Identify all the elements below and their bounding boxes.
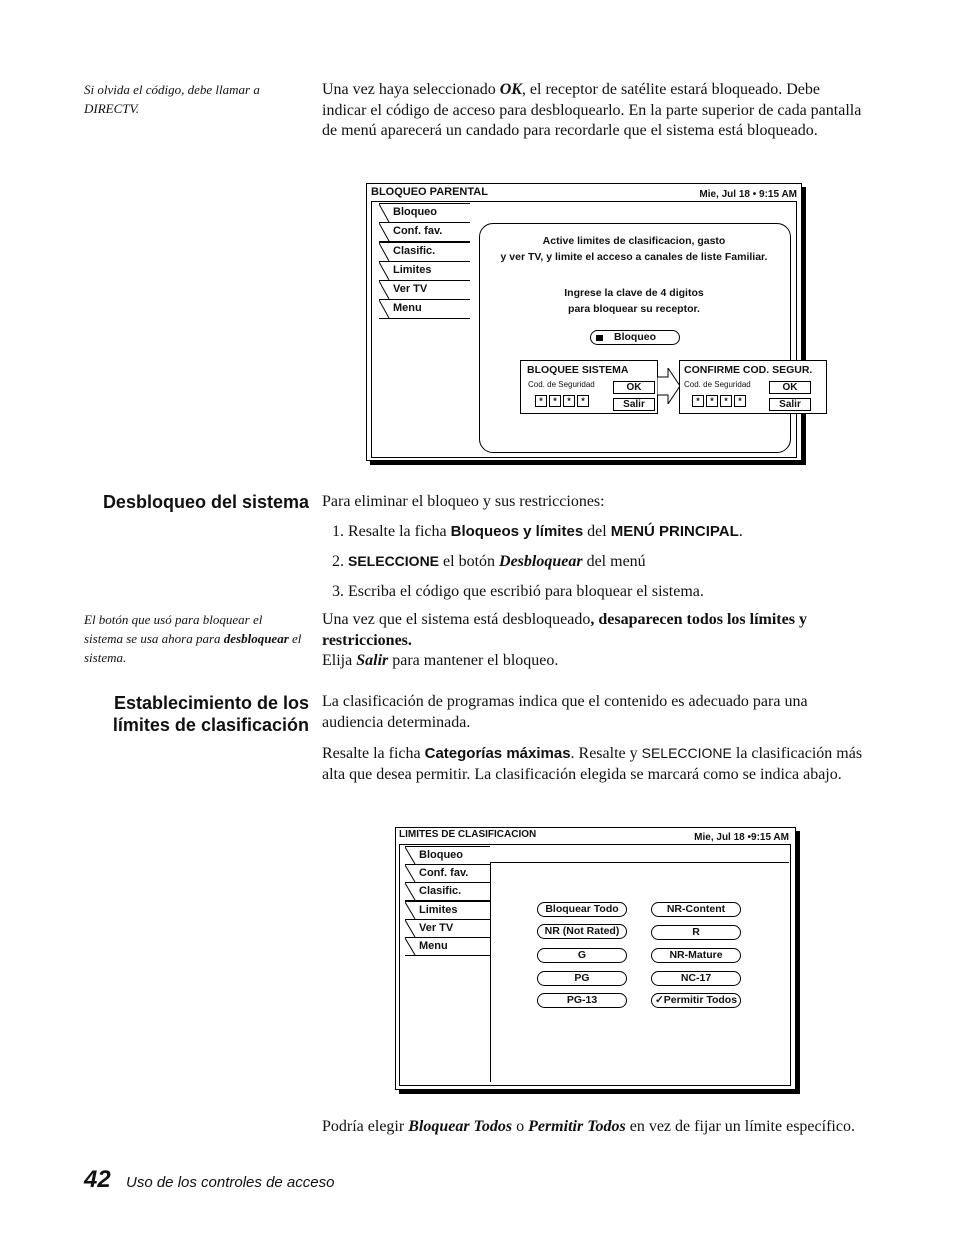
unlock-exit [322,651,867,672]
tab-slant-icon [379,281,391,299]
text-bold-italic: Salir [356,652,389,669]
tab-label: Menu [419,940,448,952]
code-digit[interactable]: * [692,395,704,407]
screen1-title: BLOQUEO PARENTAL [371,186,488,198]
footer-section-title: Uso de los controles de acceso [126,1174,335,1191]
screen1 [366,183,813,461]
arrow-right-icon [657,368,681,404]
step-text: el botón [439,553,500,570]
rating-nr-button[interactable]: NR (Not Rated) [537,924,627,939]
code-digit[interactable]: * [549,395,561,407]
heading-line: límites de clasificación [112,715,309,735]
limits-p2 [322,743,872,785]
screen1-date: Mie, Jul 18 • 9:15 AM [699,189,797,200]
tab-bloqueo[interactable] [405,846,490,865]
code-digit[interactable]: * [577,395,589,407]
text-bold: , desaparecen todos los límites y restricciones. [322,611,807,649]
intro-text-b: , el receptor de satélite estará bloqueado. Debe indicar el código de acceso para desbloquearlo. En la parte superior de cada pantalla de menú aparecerá un candado para recordarle que el sistema está bloqueado. [322,81,862,139]
step-text: del [583,522,611,540]
screen2-date: Mie, Jul 18 •9:15 AM [694,832,789,843]
tab-label: Menu [393,302,422,314]
tab-limites[interactable] [405,901,490,920]
rating-g-button[interactable]: G [537,948,627,963]
tab-label: Limites [419,904,458,916]
exit-button[interactable]: Salir [769,398,811,411]
tab-ver-tv[interactable] [379,280,470,300]
step-bold: SELECCIONE [348,553,440,569]
screen2 [395,827,796,1090]
tab-label: Bloqueo [393,206,437,218]
unlock-section-body [322,492,882,611]
tab-label: Clasific. [419,885,462,897]
heading-limits [84,692,309,736]
tab-bloqueo[interactable] [379,203,470,223]
step-text: 2. [332,553,348,570]
step-text: del menú [582,553,646,570]
rating-nr-mature-button[interactable]: NR-Mature [651,948,741,963]
tab-menu[interactable] [379,299,470,319]
tab-limites[interactable] [379,261,470,281]
side-note-text: el sistema. [84,631,302,665]
tab-slant-icon [379,243,391,261]
limits-section-body [322,692,872,785]
tab-slant-icon [379,223,391,241]
step-bold-italic: Desbloquear [499,553,583,570]
side-note-unlock [84,610,304,667]
closing-paragraph [322,1117,867,1138]
tab-conf-fav[interactable] [379,222,470,242]
text: . Resalte y [570,745,642,762]
tab-label: Clasific. [393,245,436,257]
exit-button[interactable]: Salir [613,398,655,411]
rating-pg13-button[interactable]: PG-13 [537,993,627,1008]
step-3 [332,582,882,603]
message-line: Ingrese la clave de 4 digitos [564,287,704,299]
text: la clasificación más alta que desea permitir. La clasificación elegida se marcará como se indica abajo. [322,745,863,783]
tab-label: Bloqueo [419,849,463,861]
tab-label: Conf. fav. [419,867,469,879]
tab-label: Ver TV [419,922,454,934]
tab-label: Conf. fav. [393,225,443,237]
heading-line: Establecimiento de los [113,693,309,713]
step-text: 1. Resalte la ficha [332,522,451,540]
tab-slant-icon [405,883,417,900]
rating-nc17-button[interactable]: NC-17 [651,971,741,986]
text: o [512,1118,529,1135]
tab-ver-tv[interactable] [405,919,490,938]
step-bold: Bloqueos y límites [450,522,584,540]
message-line: para bloquear su receptor. [568,303,700,315]
screen1-message-1 [481,233,787,265]
step-text: 3. Escriba el código que escribió para bloquear el sistema. [332,582,704,600]
rating-nr-content-button[interactable]: NR-Content [651,902,741,917]
tab-slant-icon [405,902,417,919]
tab-label: Ver TV [393,283,428,295]
unlock-lead: Para eliminar el bloqueo y sus restricciones: [322,493,605,510]
limits-p1: La clasificación de programas indica que el contenido es adecuado para una audiencia determinada. [322,693,808,731]
heading-text: Desbloqueo del sistema [102,492,309,512]
side-note-text: Si olvida el código, debe llamar a DIRECTV. [84,82,260,116]
code-digit[interactable]: * [706,395,718,407]
text-smallcaps: SELECCIONE [641,745,732,761]
rating-r-button[interactable]: R [651,925,741,940]
step-1 [332,522,882,543]
screen2-title: LIMITES DE CLASIFICACION [399,829,537,840]
tab-clasific[interactable] [405,882,490,901]
confirm-code-box [679,360,827,414]
rating-bloquear-todo-button[interactable]: Bloquear Todo [537,902,627,917]
message-line: Active limites de clasificacion, gasto [542,235,726,247]
text-bold-italic: Permitir Todos [528,1118,626,1135]
text: Una vez que el sistema está desbloqueado [322,611,591,628]
rating-permitir-todos-button[interactable]: ✓Permitir Todos [651,993,741,1008]
tab-menu[interactable] [405,937,490,956]
code-digit[interactable]: * [734,395,746,407]
tab-slant-icon [405,847,417,864]
text: Resalte la ficha [322,745,425,762]
tab-slant-icon [379,300,391,318]
lock-button[interactable] [590,330,680,345]
step-text: . [738,522,743,540]
rating-pg-button[interactable]: PG [537,971,627,986]
code-label: Cod. de Seguridad [528,380,595,389]
text-bold-italic: Bloquear Todos [408,1118,513,1135]
intro-text-a: Una vez haya seleccionado [322,81,500,98]
step-bold: MENÚ PRINCIPAL [610,522,739,540]
intro-paragraph [322,80,867,142]
block-system-box [520,360,658,414]
tab-slant-icon [379,262,391,280]
heading-unlock [84,491,309,513]
code-label: Cod. de Seguridad [684,380,751,389]
text: para mantener el bloqueo. [388,652,559,669]
tab-label: Limites [393,264,432,276]
screen2-content-panel [490,862,789,1082]
tab-slant-icon [405,938,417,955]
ok-button[interactable]: OK [769,381,811,394]
lock-square-icon [596,335,603,341]
unlock-paragraph [322,610,867,672]
page-number: 42 [84,1166,111,1193]
unlock-result [322,610,867,651]
text: Podría elegir [322,1118,409,1135]
tab-slant-icon [379,204,391,222]
side-note-bold: desbloquear [223,631,289,646]
intro-ok: OK [499,81,522,98]
code-digit[interactable]: * [535,395,547,407]
screen1-message-2 [481,285,787,317]
code-digit[interactable]: * [563,395,575,407]
lock-button-label: Bloqueo [614,331,656,343]
text: Elija [322,652,357,669]
tab-slant-icon [405,865,417,882]
side-note-text: El botón que usó para bloquear el sistema se usa ahora para [84,612,263,646]
tab-conf-fav[interactable] [405,864,490,883]
step-2 [332,551,882,573]
message-line: y ver TV, y limite el acceso a canales de liste Familiar. [500,251,768,263]
side-note-forgot-code [84,80,294,118]
tab-slant-icon [405,920,417,937]
unlock-steps [322,522,882,603]
box-title: CONFIRME COD. SEGUR. [684,364,813,376]
text-bold: Categorías máximas [424,745,571,762]
code-digit[interactable]: * [720,395,732,407]
tab-clasific[interactable] [379,242,470,262]
ok-button[interactable]: OK [613,381,655,394]
text: en vez de fijar un límite específico. [625,1118,855,1135]
box-title: BLOQUEE SISTEMA [527,364,629,376]
